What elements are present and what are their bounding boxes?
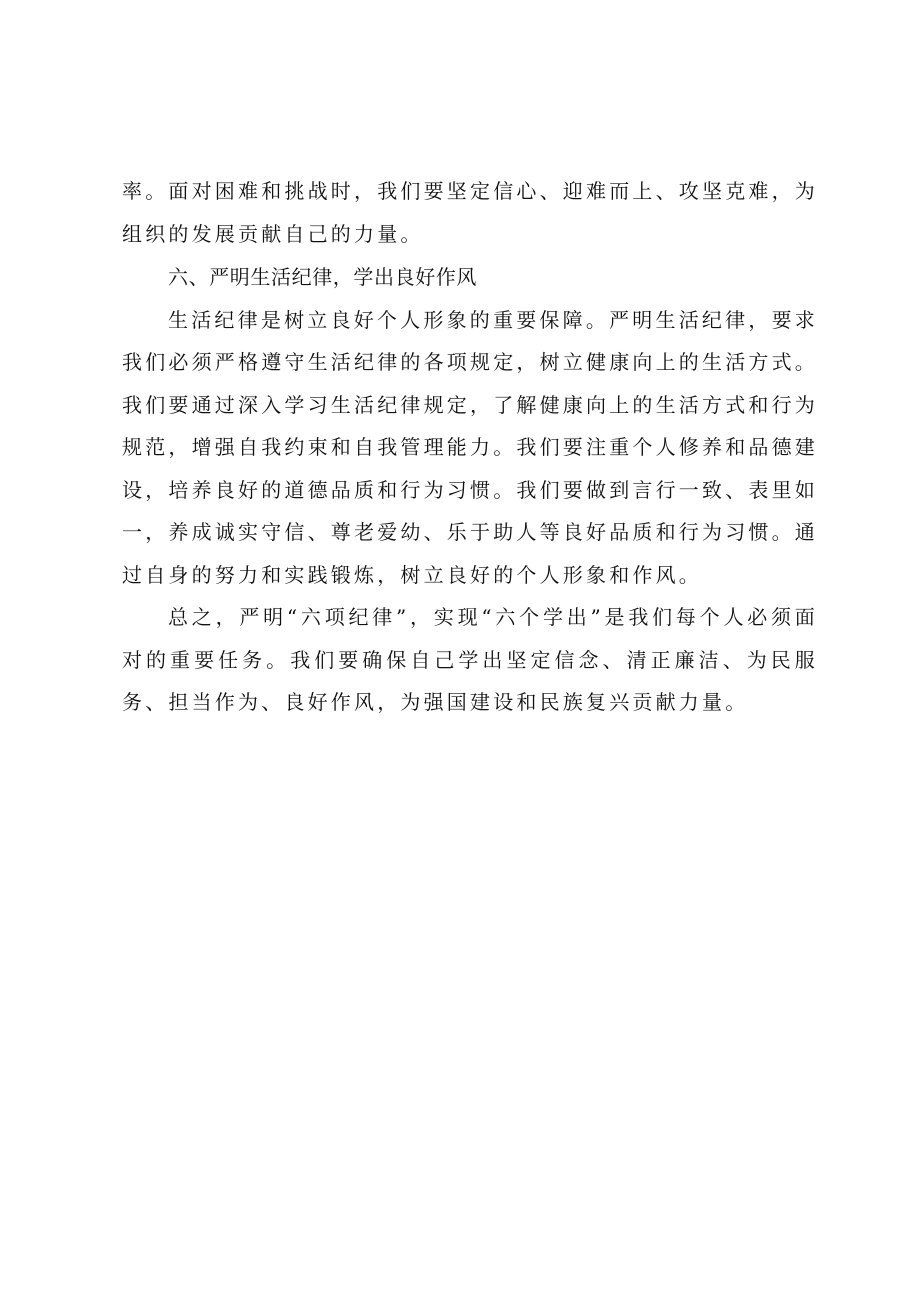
document-body <box>122 170 818 724</box>
paragraph-continued: 率。面对困难和挑战时，我们要坚定信心、迎难而上、攻坚克难，为组织的发展贡献自己的力量。 <box>122 179 818 246</box>
section-heading: 六、严明生活纪律，学出良好作风 <box>168 265 477 289</box>
paragraph-life-discipline: 生活纪律是树立良好个人形象的重要保障。严明生活纪律，要求我们必须严格遵守生活纪律的各项规定，树立健康向上的生活方式。我们要通过深入学习生活纪律规定，了解健康向上的生活方式和行为规范，增强自我约束和自我管理能力。我们要注重个人修养和品德建设，培养良好的道德品质和行为习惯。我们要做到言行一致、表里如一，养成诚实守信、尊老爱幼、乐于助人等良好品质和行为习惯。通过自身的努力和实践锻炼，树立良好的个人形象和作风。 <box>122 307 818 587</box>
paragraph-conclusion: 总之，严明“六项纪律”，实现“六个学出”是我们每个人必须面对的重要任务。我们要确保自己学出坚定信念、清正廉洁、为民服务、担当作为、良好作风，为强国建设和民族复兴贡献力量。 <box>122 605 818 714</box>
